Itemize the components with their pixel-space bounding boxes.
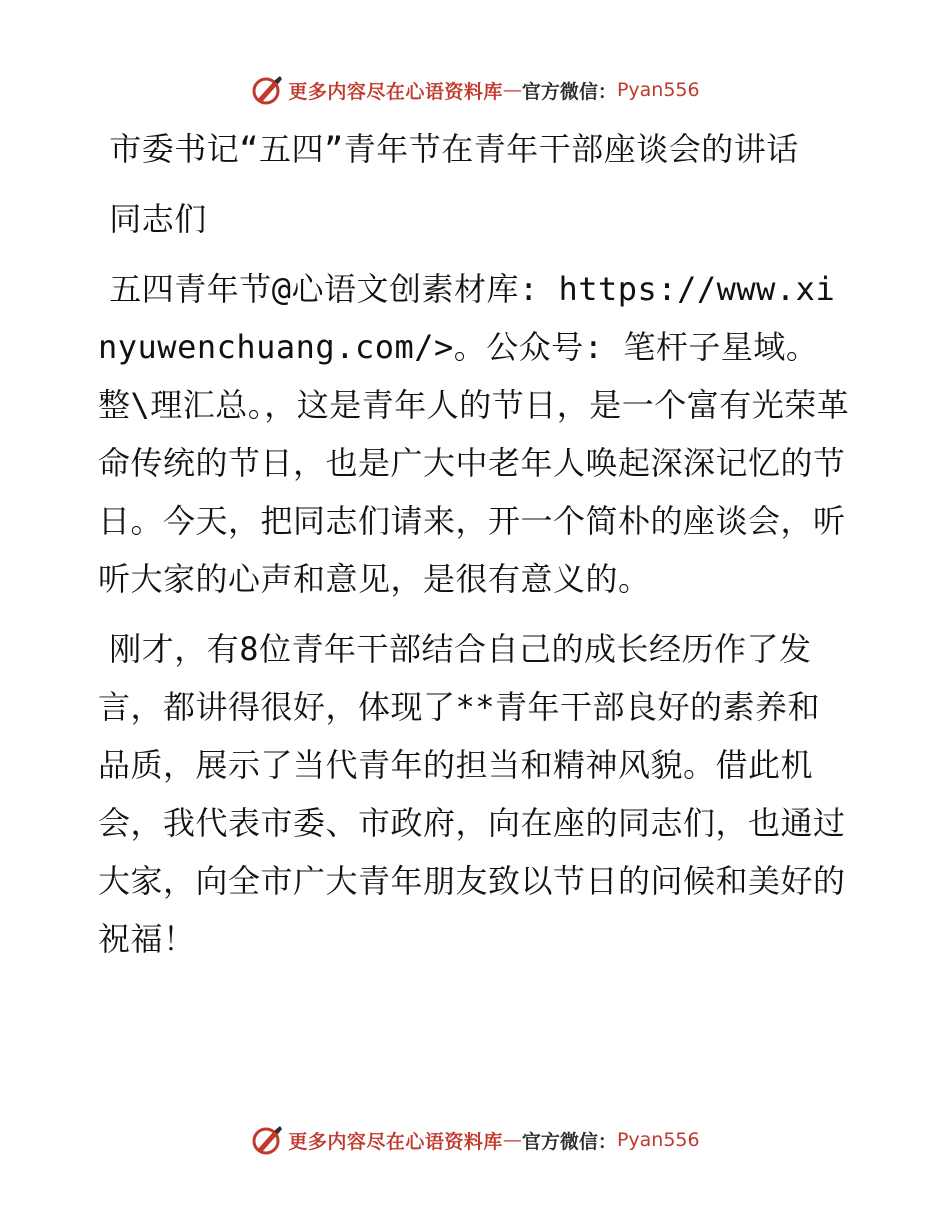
document-body	[98, 120, 850, 980]
salutation: 同志们	[109, 200, 207, 238]
banner-dash: —	[502, 1129, 522, 1151]
banner-wechat-handle: Pyan556	[616, 79, 700, 101]
pen-logo-icon	[250, 73, 284, 107]
header-banner	[0, 70, 950, 110]
banner-wechat-label: 官方微信：	[521, 1130, 617, 1153]
banner-dash: —	[502, 79, 522, 101]
body-paragraph-1: 五四青年节@心语文创素材库: https://www.xinyuwenchuang.com/>。公众号: 笔杆子星域。整\理汇总。，这是青年人的节日，是一个富有光荣革命传统的节日，也是广大中老年人唤起深深记忆的节日。今天，把同志们请来，开一个简朴的座谈会，听听大家的心声和意见，是很有意义的。	[98, 270, 850, 598]
footer-banner	[0, 1120, 950, 1160]
banner-promo-text: 更多内容尽在心语资料库	[288, 80, 503, 103]
banner-wechat-label: 官方微信：	[521, 80, 617, 103]
body-paragraph-2: 刚才，有8位青年干部结合自己的成长经历作了发言，都讲得很好，体现了**青年干部良好的素养和品质，展示了当代青年的担当和精神风貌。借此机会，我代表市委、市政府，向在座的同志们，也通过大家，向全市广大青年朋友致以节日的问候和美好的祝福！	[98, 630, 846, 958]
pen-logo-icon	[250, 1123, 284, 1157]
banner-wechat-handle: Pyan556	[616, 1129, 700, 1151]
document-title: 市委书记“五四”青年节在青年干部座谈会的讲话	[109, 130, 799, 168]
banner-promo-text: 更多内容尽在心语资料库	[288, 1130, 503, 1153]
